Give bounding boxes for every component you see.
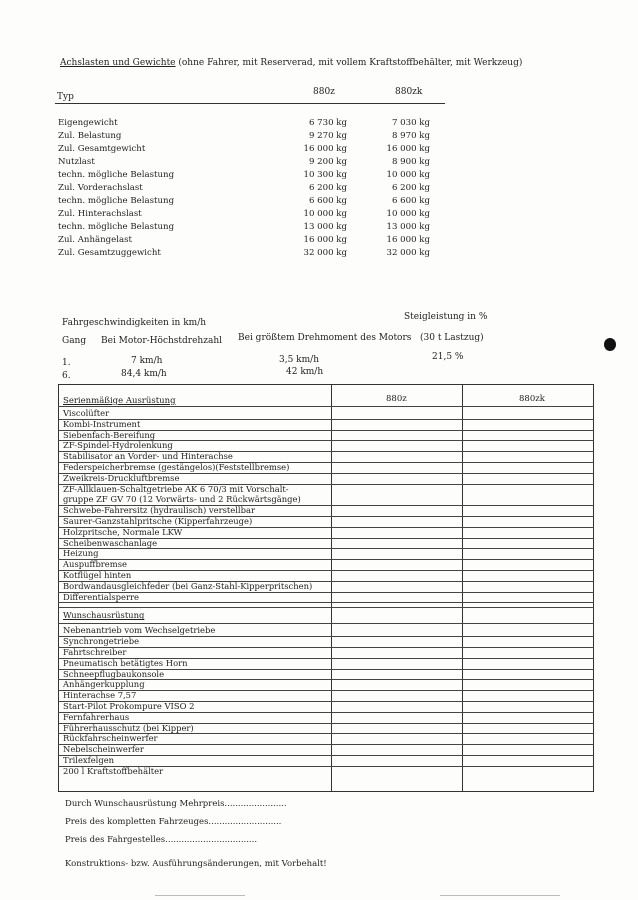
wunsch-item: Anhängerkupplung [63,679,145,690]
weight-label: Nutzlast [58,157,95,167]
wunsch-header: Wunschausrüstung [63,610,145,621]
weight-label: techn. mögliche Belastung [58,170,175,180]
weight-label: Zul. Belastung [58,131,122,141]
serien-item: Siebenfach-Bereifung [63,429,156,440]
weight-value-880z: 16 000 kg [303,144,347,154]
weight-label: Zul. Gesamtzuggewicht [58,248,161,258]
speed-row-1-drehm: 3,5 km/h [279,355,319,365]
table-row-rule [58,406,594,407]
serien-item: Schwebe-Fahrersitz (hydraulisch) verstellbar [63,505,255,516]
table-row-rule [58,548,594,549]
page-title [60,58,522,68]
weights-col-880zk: 880zk [395,87,423,97]
bottom-fragment-left [155,895,245,896]
serien-header: Serienmäßige Ausrüstung [63,396,176,406]
table-row-rule [58,755,594,756]
weight-label: Zul. Gesamtgewicht [58,144,146,154]
weight-value-880zk: 8 970 kg [391,131,430,141]
weight-row [58,248,448,261]
weight-row [58,209,448,222]
preis-gestell-line: Preis des Fahrgestelles.................................. [65,835,258,845]
speed-row-1-gang: 1. [62,358,71,368]
weight-value-880z: 9 270 kg [308,131,347,141]
table-row-rule [58,559,594,560]
weight-value-880zk: 16 000 kg [386,235,430,245]
speeds-title: Fahrgeschwindigkeiten in km/h [62,318,207,328]
weight-label: Eigengewicht [58,118,118,128]
weight-value-880zk: 16 000 kg [386,144,430,154]
weight-value-880zk: 32 000 kg [386,248,430,258]
weight-row [58,222,448,235]
wunsch-item: Rückfahrscheinwerfer [63,733,158,744]
wunsch-item: Führerhausschutz (bei Kipper) [63,722,194,733]
weight-value-880zk: 8 900 kg [391,157,430,167]
weight-label: techn. mögliche Belastung [58,196,175,206]
lastzug-label: (30 t Lastzug) [420,333,484,343]
weight-row [58,196,448,209]
title-rest: (ohne Fahrer, mit Reserverad, mit vollem Kraftstoffbehälter, mit Werkzeug) [175,58,523,68]
weight-value-880zk: 6 600 kg [391,196,430,206]
weight-value-880zk: 7 030 kg [391,118,430,128]
serien-item: Stabilisator an Vorder- und Hinterachse [63,451,233,462]
serien-item: Zweikreis-Druckluftbremse [63,472,180,483]
weight-value-880zk: 6 200 kg [391,183,430,193]
serien-item: ZF-Spindel-Hydrolenkung [63,440,173,451]
weight-row [58,144,448,157]
wunsch-item: Nebenantrieb vom Wechselgetriebe [63,625,216,636]
weight-value-880z: 10 000 kg [303,209,347,219]
gang-label: Gang [62,336,87,346]
weight-value-880z: 10 300 kg [303,170,347,180]
punch-hole [604,338,616,351]
serien-item: Holzpritsche, Normale LKW [63,526,183,537]
typ-header: Typ [57,92,74,102]
table-row-rule [58,623,594,624]
serien-item: Kombi-Instrument [63,418,141,429]
wunsch-item: Trilexfelgen [63,755,115,765]
serien-item: Differentialsperre [63,591,139,602]
wunsch-item: Hinterachse 7,57 [63,690,137,701]
wunsch-item: 200 l Kraftstoffbehälter [63,765,164,776]
mehrpreis-line: Durch Wunschausrüstung Mehrpreis....................... [65,799,287,809]
bottom-fragment-right [440,895,560,896]
serien-item: Viscolüfter [63,408,110,418]
serien-item: Heizung [63,548,99,559]
weight-row [58,183,448,196]
serien-item: Kotflügel hinten [63,570,132,580]
preis-fahrzeug-line: Preis des kompletten Fahrzeuges........................... [65,817,282,827]
speed-row-1-steig: 21,5 % [432,352,464,362]
table-row-rule [58,690,594,691]
weight-row [58,157,448,170]
wunsch-item: Schneepflugbaukonsole [63,668,165,679]
header-rule [55,103,445,104]
weights-col-880z: 880z [313,87,335,97]
drehmoment-label: Bei größtem Drehmoment des Motors [238,333,412,343]
table-col-divider-2 [462,384,463,792]
table-row-rule [58,607,594,608]
weight-value-880z: 13 000 kg [303,222,347,232]
weight-label: Zul. Anhängelast [58,235,132,245]
steigleistung-label: Steigleistung in % [404,312,488,322]
equip-col-880zk: 880zk [519,394,545,404]
table-row-rule [58,647,594,648]
title-main: Achslasten und Gewichte [60,58,176,68]
vorbehalt-note: Konstruktions- bzw. Ausführungsänderungen, mit Vorbehalt! [65,859,327,869]
wunsch-item: Start-Pilot Prokompure VISO 2 [63,701,195,711]
wunsch-item: Fahrtschreiber [63,647,127,657]
weight-value-880z: 6 200 kg [308,183,347,193]
weight-label: Zul. Hinterachslast [58,209,142,219]
table-col-divider-1 [331,384,332,792]
weight-value-880z: 6 730 kg [308,118,347,128]
weight-value-880z: 9 200 kg [308,157,347,167]
weight-label: techn. mögliche Belastung [58,222,175,232]
motor-hoechst-label: Bei Motor-Höchstdrehzahl [101,336,222,346]
serien-item: ZF-Allklauen-Schaltgetriebe AK 6 70/3 mit Vorschalt- [63,483,289,494]
table-row-rule [58,602,594,603]
serien-item: Bordwandausgleichfeder (bei Ganz-Stahl-Kipperpritschen) [63,580,313,591]
table-row-rule [58,570,594,571]
weight-value-880z: 32 000 kg [303,248,347,258]
weight-value-880z: 16 000 kg [303,235,347,245]
serien-item: Auspuffbremse [63,559,127,570]
weight-value-880zk: 13 000 kg [386,222,430,232]
weight-row [58,170,448,183]
serien-item: Scheibenwaschanlage [63,537,158,548]
wunsch-item: Fernfahrerhaus [63,711,130,722]
weight-row [58,118,448,131]
wunsch-item: Pneumatisch betätigtes Horn [63,657,188,668]
weight-value-880zk: 10 000 kg [386,170,430,180]
speed-row-6-hoechst: 84,4 km/h [121,369,167,379]
serien-item: gruppe ZF GV 70 (12 Vorwärts- und 2 Rückwärtsgänge) [63,494,301,505]
speed-row-1-hoechst: 7 km/h [131,356,163,366]
wunsch-item: Nebelscheinwerfer [63,744,144,755]
serien-item: Federspeicherbremse (gestängelos)(Feststellbremse) [63,462,290,472]
table-row-rule [58,712,594,713]
speed-row-6-gang: 6. [62,371,71,381]
weight-label: Zul. Vorderachslast [58,183,143,193]
weight-row [58,131,448,144]
weight-value-880zk: 10 000 kg [386,209,430,219]
serien-item: Saurer-Ganzstahlpritsche (Kipperfahrzeuge) [63,516,253,526]
weight-value-880z: 6 600 kg [308,196,347,206]
speed-row-6-drehm: 42 km/h [286,367,324,377]
weight-row [58,235,448,248]
wunsch-item: Synchrongetriebe [63,636,140,647]
equip-col-880z: 880z [386,394,407,404]
